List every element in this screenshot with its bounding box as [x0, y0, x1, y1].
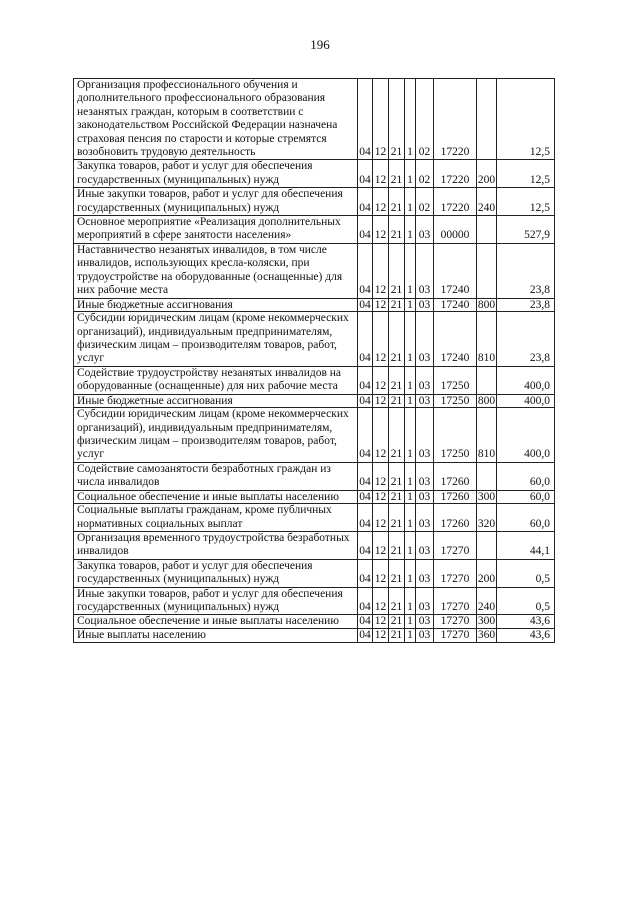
subprogram-code: 1: [405, 160, 416, 188]
amount-value: 400,0: [497, 408, 555, 463]
table-row: [74, 79, 555, 160]
amount-value: 60,0: [497, 462, 555, 490]
activity-code: 03: [416, 587, 434, 615]
program-code: 21: [389, 366, 405, 394]
subsection-code: 12: [373, 160, 389, 188]
direction-code: 17250: [434, 366, 477, 394]
row-name: Закупка товаров, работ и услуг для обеспечения государственных (муниципальных) нужд: [74, 160, 358, 188]
section-code: 04: [358, 587, 373, 615]
amount-value: 43,6: [497, 629, 555, 643]
row-name: Социальное обеспечение и иные выплаты населению: [74, 490, 358, 504]
row-name: Иные бюджетные ассигнования: [74, 394, 358, 408]
row-name: Иные выплаты населению: [74, 629, 358, 643]
subsection-code: 12: [373, 216, 389, 244]
expense-type-code: 810: [477, 312, 497, 367]
program-code: 21: [389, 629, 405, 643]
subsection-code: 12: [373, 408, 389, 463]
expense-type-code: [477, 531, 497, 559]
amount-value: 43,6: [497, 615, 555, 629]
subsection-code: 12: [373, 462, 389, 490]
expense-type-code: [477, 243, 497, 298]
program-code: 21: [389, 615, 405, 629]
section-code: 04: [358, 188, 373, 216]
activity-code: 03: [416, 366, 434, 394]
expense-type-code: [477, 366, 497, 394]
table-row: [74, 462, 555, 490]
section-code: 04: [358, 504, 373, 532]
row-name: Субсидии юридическим лицам (кроме некоммерческих организаций), индивидуальным предпринимателям, физическим лицам – производителям товаров, работ, услуг: [74, 408, 358, 463]
section-code: 04: [358, 531, 373, 559]
amount-value: 23,8: [497, 243, 555, 298]
expense-type-code: 800: [477, 394, 496, 407]
subprogram-code: 1: [405, 629, 416, 643]
activity-code: 03: [416, 298, 434, 312]
program-code: 21: [389, 531, 405, 559]
activity-code: 02: [416, 188, 434, 216]
row-name: Содействие самозанятости безработных граждан из числа инвалидов: [74, 462, 358, 490]
direction-code: 17270: [434, 629, 477, 643]
program-code: 21: [389, 587, 405, 615]
direction-code: 17250: [434, 394, 477, 408]
direction-code: 17220: [434, 188, 477, 216]
program-code: 21: [389, 79, 405, 160]
row-name: Субсидии юридическим лицам (кроме некоммерческих организаций), индивидуальным предпринимателям, физическим лицам – производителям товаров, работ, услуг: [74, 312, 358, 367]
program-code: 21: [389, 312, 405, 367]
subprogram-code: 1: [405, 366, 416, 394]
section-code: 04: [358, 559, 373, 587]
activity-code: 03: [416, 559, 434, 587]
program-code: 21: [389, 490, 405, 504]
direction-code: 17220: [434, 79, 477, 160]
section-code: 04: [358, 243, 373, 298]
row-name: Основное мероприятие «Реализация дополнительных мероприятий в сфере занятости населения»: [74, 216, 358, 244]
subprogram-code: 1: [405, 559, 416, 587]
amount-value: 12,5: [497, 160, 555, 188]
amount-value: 12,5: [497, 79, 555, 160]
subprogram-code: 1: [405, 216, 416, 244]
section-code: 04: [359, 298, 371, 311]
amount-value: 60,0: [497, 504, 555, 532]
expense-type-code: 300: [477, 490, 496, 503]
table-row: [74, 490, 555, 504]
subprogram-code: 1: [405, 587, 416, 615]
program-code: 21: [389, 394, 405, 408]
subprogram-code: 1: [405, 504, 416, 532]
amount-value: 0,5: [497, 559, 555, 587]
amount-value: 0,5: [497, 587, 555, 615]
amount-value: 12,5: [497, 188, 555, 216]
amount-value: 23,8: [497, 312, 555, 367]
activity-code: 03: [416, 615, 434, 629]
amount-value: 60,0: [497, 490, 555, 504]
section-code: 04: [358, 408, 373, 463]
activity-code: 03: [416, 394, 434, 408]
expense-type-code: 200: [477, 160, 497, 188]
subsection-code: 12: [373, 366, 389, 394]
amount-value: 400,0: [497, 366, 555, 394]
subsection-code: 12: [373, 504, 389, 532]
activity-code: 03: [416, 531, 434, 559]
section-code: 04: [358, 216, 373, 244]
table-row: [74, 408, 555, 463]
program-code: 21: [389, 462, 405, 490]
amount-value: 400,0: [497, 394, 555, 408]
table-row: [74, 559, 555, 587]
subprogram-code: 1: [405, 188, 416, 216]
section-code: 04: [359, 394, 371, 407]
activity-code: 03: [416, 243, 434, 298]
subprogram-code: 1: [405, 408, 416, 463]
program-code: 21: [389, 298, 405, 312]
subprogram-code: 1: [405, 312, 416, 367]
expense-type-code: [477, 462, 497, 490]
expense-type-code: 200: [477, 559, 497, 587]
table-row: [74, 629, 555, 643]
row-name: Содействие трудоустройству незанятых инвалидов на оборудованные (оснащенные) для них рабочие места: [74, 366, 358, 394]
direction-code: 00000: [434, 216, 477, 244]
subsection-code: 12: [373, 531, 389, 559]
table-row: [74, 298, 555, 312]
program-code: 21: [389, 408, 405, 463]
program-code: 21: [389, 160, 405, 188]
activity-code: 03: [416, 462, 434, 490]
program-code: 21: [389, 188, 405, 216]
row-name: Социальные выплаты гражданам, кроме публичных нормативных социальных выплат: [74, 504, 358, 532]
direction-code: 17270: [434, 559, 477, 587]
amount-value: 44,1: [497, 531, 555, 559]
table-row: [74, 312, 555, 367]
direction-code: 17240: [434, 312, 477, 367]
subsection-code: 12: [373, 629, 389, 643]
direction-code: 17260: [434, 490, 477, 504]
expense-type-code: [477, 216, 497, 244]
table-row: [74, 504, 555, 532]
subsection-code: 12: [373, 559, 389, 587]
activity-code: 03: [416, 216, 434, 244]
subprogram-code: 1: [405, 615, 416, 629]
subprogram-code: 1: [405, 79, 416, 160]
direction-code: 17260: [434, 462, 477, 490]
activity-code: 03: [416, 408, 434, 463]
expense-type-code: 800: [477, 298, 496, 311]
direction-code: 17270: [434, 531, 477, 559]
section-code: 04: [358, 462, 373, 490]
section-code: 04: [358, 366, 373, 394]
program-code: 21: [389, 559, 405, 587]
subsection-code: 12: [373, 79, 389, 160]
table-row: [74, 615, 555, 629]
subsection-code: 12: [373, 490, 389, 504]
section-code: 04: [359, 490, 371, 503]
subsection-code: 12: [373, 587, 389, 615]
budget-table: [73, 78, 555, 643]
subsection-code: 12: [373, 312, 389, 367]
expense-type-code: [477, 79, 497, 160]
subprogram-code: 1: [405, 394, 416, 408]
row-name: Иные закупки товаров, работ и услуг для обеспечения государственных (муниципальных) нужд: [74, 587, 358, 615]
activity-code: 03: [416, 504, 434, 532]
subsection-code: 12: [373, 188, 389, 216]
activity-code: 03: [416, 490, 434, 504]
table-row: [74, 188, 555, 216]
row-name: Организация временного трудоустройства безработных инвалидов: [74, 531, 358, 559]
row-name: Иные закупки товаров, работ и услуг для обеспечения государственных (муниципальных) нужд: [74, 188, 358, 216]
activity-code: 02: [416, 79, 434, 160]
program-code: 21: [389, 216, 405, 244]
subprogram-code: 1: [405, 531, 416, 559]
program-code: 21: [389, 243, 405, 298]
activity-code: 03: [416, 629, 434, 643]
expense-type-code: 360: [477, 629, 496, 641]
direction-code: 17220: [434, 160, 477, 188]
table-row: [74, 531, 555, 559]
section-code: 04: [358, 79, 373, 160]
subprogram-code: 1: [405, 462, 416, 490]
activity-code: 02: [416, 160, 434, 188]
direction-code: 17240: [434, 298, 477, 312]
direction-code: 17250: [434, 408, 477, 463]
row-name: Организация профессионального обучения и дополнительного профессионального образования незанятых граждан, которым в соответствии с законодательством Российской Федерации назначена страховая пенсия по старости и которые стремятся возобновить трудовую деятельность: [74, 79, 358, 160]
table-row: [74, 394, 555, 408]
expense-type-code: 300: [477, 615, 496, 628]
subprogram-code: 1: [405, 490, 416, 504]
row-name: Закупка товаров, работ и услуг для обеспечения государственных (муниципальных) нужд: [74, 559, 358, 587]
activity-code: 03: [416, 312, 434, 367]
subprogram-code: 1: [405, 298, 416, 312]
subsection-code: 12: [373, 243, 389, 298]
section-code: 04: [359, 629, 371, 641]
direction-code: 17270: [434, 587, 477, 615]
expense-type-code: 240: [477, 587, 497, 615]
table-row: [74, 366, 555, 394]
page-number: 196: [310, 37, 330, 52]
row-name: Наставничество незанятых инвалидов, в том числе инвалидов, использующих кресла-коляски, при трудоустройстве на оборудованные (оснащенные) для них рабочие места: [74, 243, 358, 298]
section-code: 04: [358, 312, 373, 367]
direction-code: 17240: [434, 243, 477, 298]
subsection-code: 12: [373, 394, 389, 408]
expense-type-code: 810: [477, 408, 497, 463]
direction-code: 17270: [434, 615, 477, 629]
row-name: Иные бюджетные ассигнования: [74, 298, 358, 312]
subsection-code: 12: [373, 615, 389, 629]
table-row: [74, 243, 555, 298]
amount-value: 527,9: [497, 216, 555, 244]
section-code: 04: [358, 160, 373, 188]
expense-type-code: 240: [477, 188, 497, 216]
table-row: [74, 587, 555, 615]
table-row: [74, 160, 555, 188]
subsection-code: 12: [373, 298, 389, 312]
row-name: Социальное обеспечение и иные выплаты населению: [74, 615, 358, 629]
expense-type-code: 320: [477, 504, 497, 532]
table-body: [74, 79, 555, 643]
direction-code: 17260: [434, 504, 477, 532]
program-code: 21: [389, 504, 405, 532]
subprogram-code: 1: [405, 243, 416, 298]
section-code: 04: [359, 615, 371, 628]
table-row: [74, 216, 555, 244]
amount-value: 23,8: [497, 298, 555, 312]
